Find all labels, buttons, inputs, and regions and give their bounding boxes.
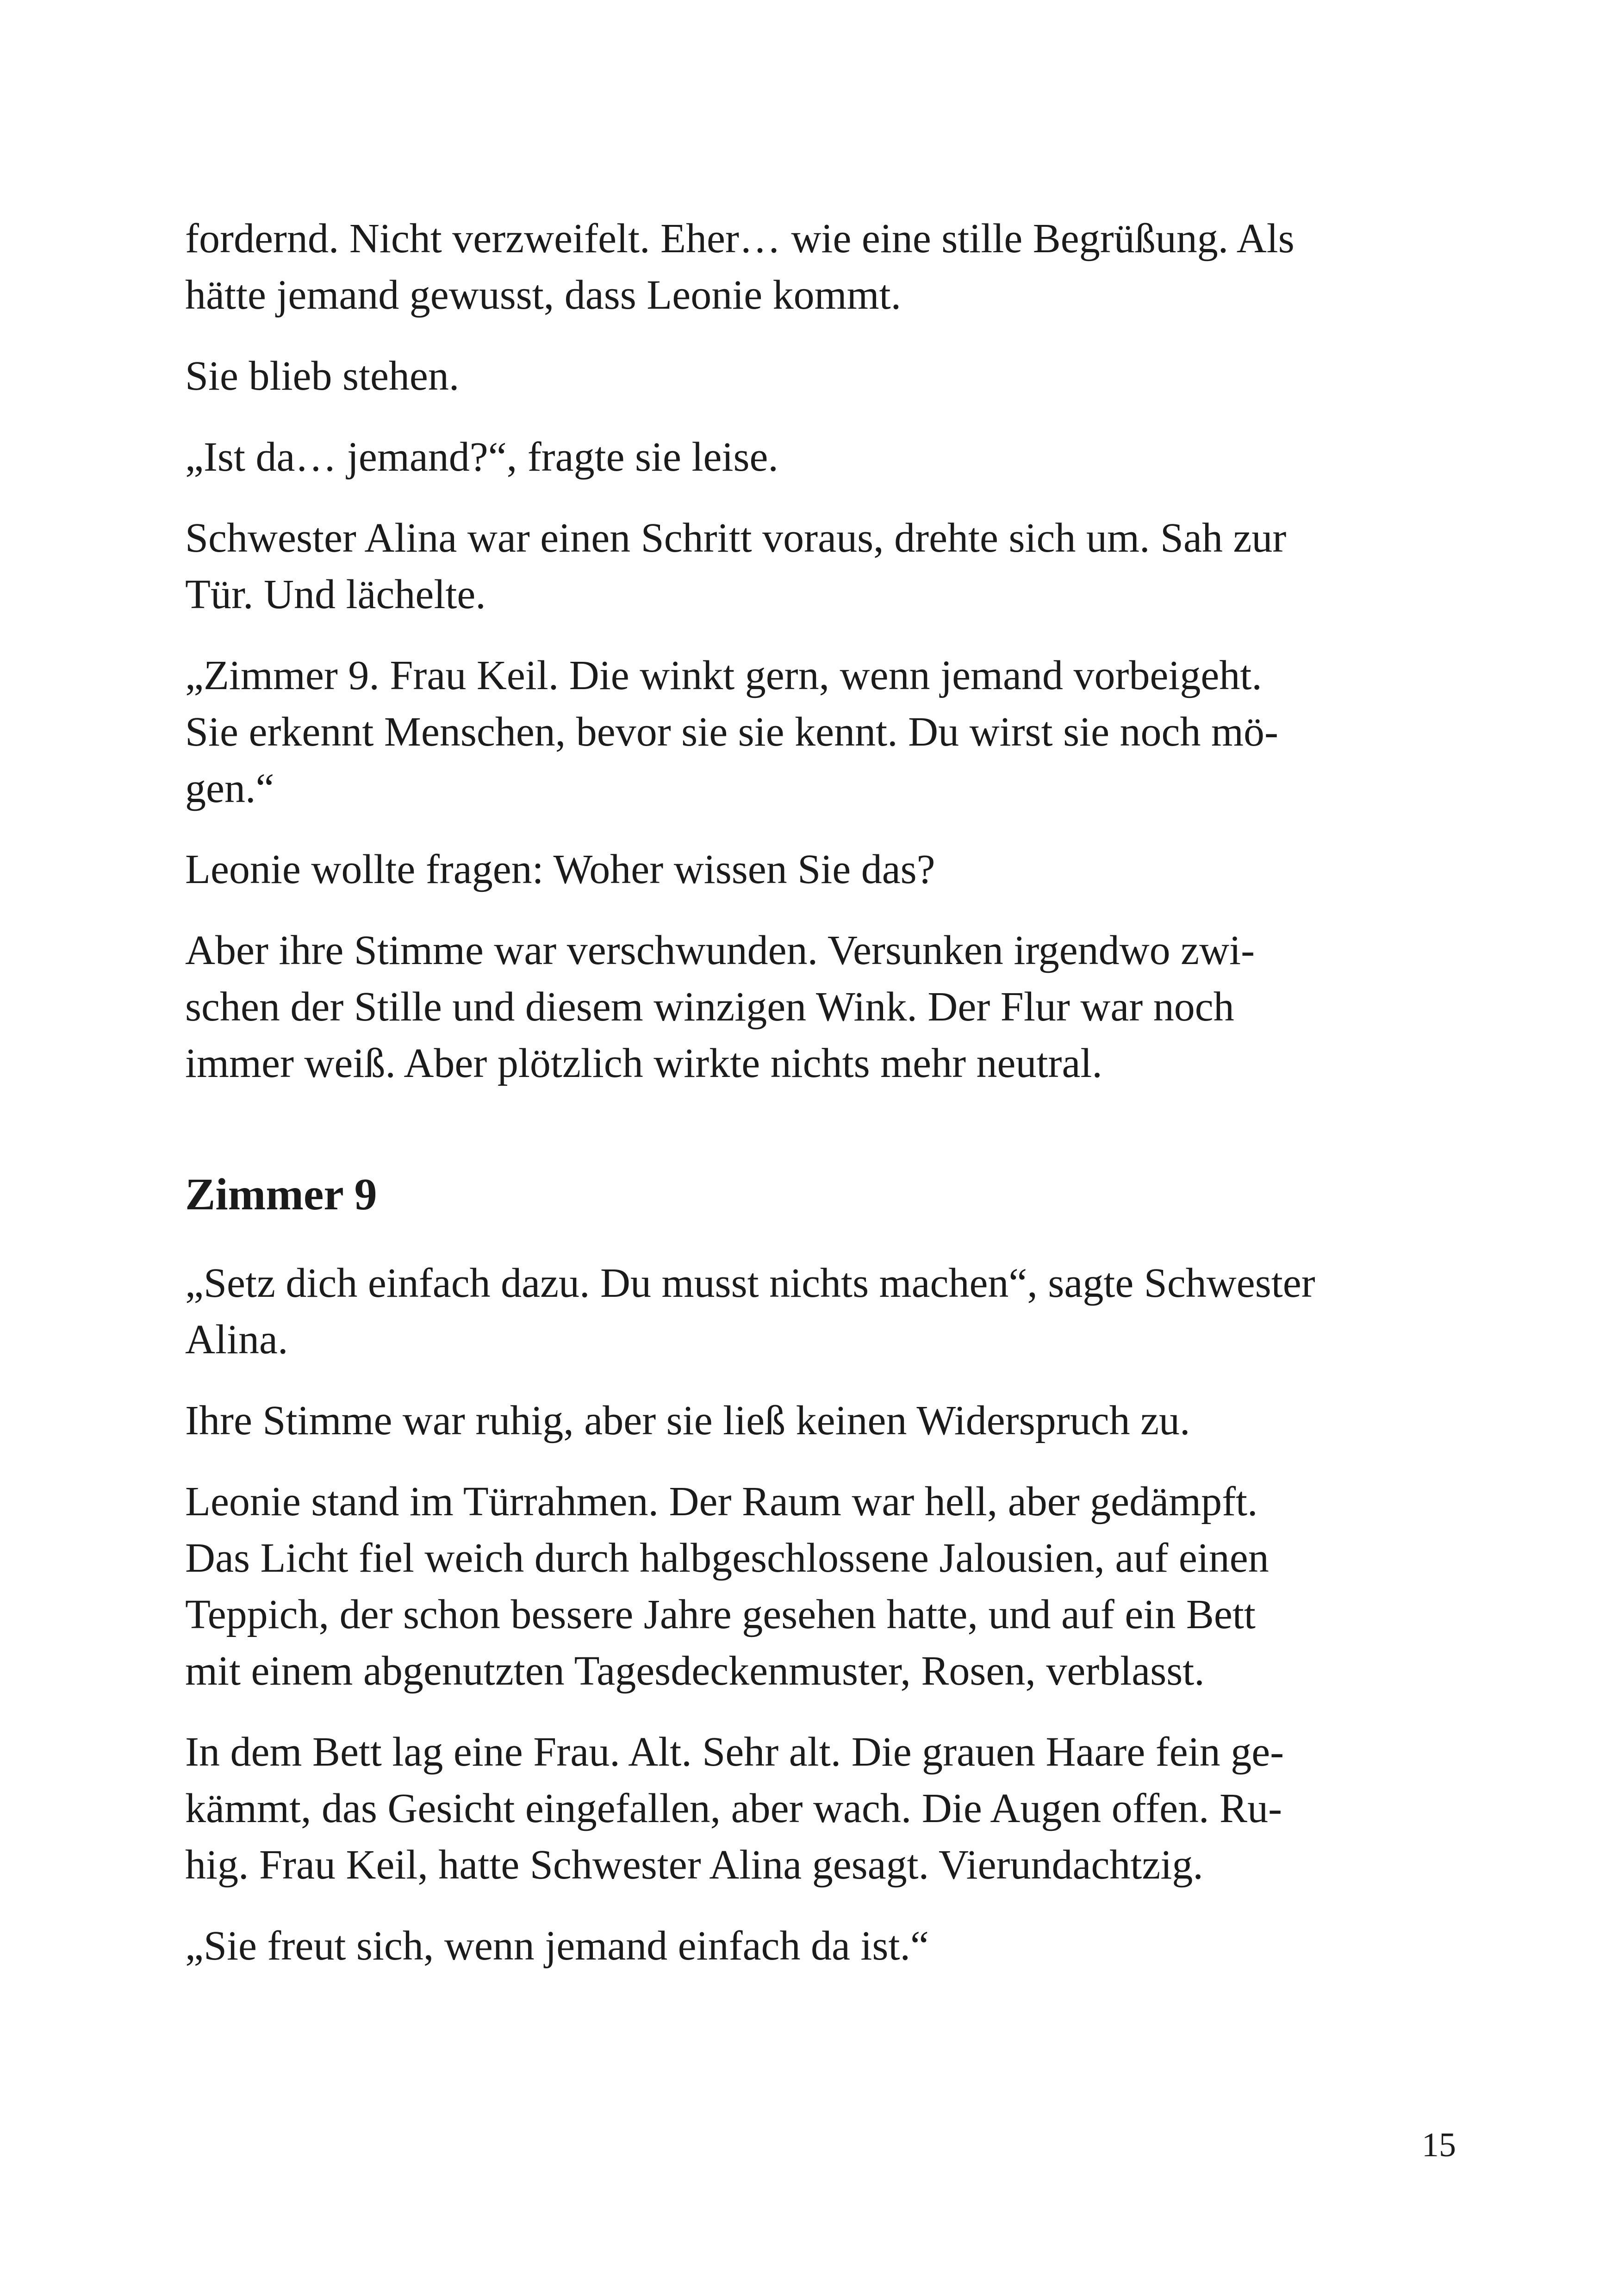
paragraph (185, 1255, 1472, 1368)
text-line: fordernd. Nicht verzweifelt. Eher… wie eine stille Begrüßung. Als (185, 216, 1294, 261)
paragraph (185, 647, 1472, 817)
paragraph (185, 1724, 1472, 1893)
text-line: Leonie stand im Türrahmen. Der Raum war hell, aber gedämpft. (185, 1479, 1258, 1524)
text-line: „Zimmer 9. Frau Keil. Die winkt gern, wenn jemand vorbeigeht. (185, 653, 1262, 698)
text-line: hätte jemand gewusst, dass Leonie kommt. (185, 272, 902, 318)
paragraph (185, 429, 1472, 485)
text-line: Alina. (185, 1317, 288, 1363)
text-line: kämmt, das Gesicht eingefallen, aber wach. Die Augen offen. Ru- (185, 1786, 1282, 1831)
text-line: hig. Frau Keil, hatte Schwester Alina gesagt. Vierundachtzig. (185, 1842, 1203, 1888)
section-heading: Zimmer 9 (185, 1170, 377, 1220)
text-line: Das Licht fiel weich durch halbgeschlossene Jalousien, auf einen (185, 1535, 1269, 1581)
paragraph (185, 1918, 1472, 1974)
paragraph (185, 348, 1472, 404)
text-line: Ihre Stimme war ruhig, aber sie ließ keinen Widerspruch zu. (185, 1398, 1190, 1444)
text-line: „Ist da… jemand?“, fragte sie leise. (185, 434, 778, 480)
paragraph (185, 1393, 1472, 1449)
text-line: schen der Stille und diesem winzigen Wink. Der Flur war noch (185, 984, 1234, 1030)
paragraph (185, 1474, 1472, 1699)
page-number: 15 (1422, 2126, 1456, 2164)
paragraph (185, 841, 1472, 898)
text-line: Schwester Alina war einen Schritt voraus, drehte sich um. Sah zur (185, 515, 1287, 561)
text-line: Leonie wollte fragen: Woher wissen Sie das? (185, 846, 935, 892)
text-line: Sie erkennt Menschen, bevor sie sie kennt. Du wirst sie noch mö- (185, 709, 1278, 755)
text-line: immer weiß. Aber plötzlich wirkte nichts mehr neutral. (185, 1040, 1102, 1086)
paragraph (185, 510, 1472, 623)
text-line: „Sie freut sich, wenn jemand einfach da ist.“ (185, 1923, 929, 1969)
text-line: gen.“ (185, 765, 274, 811)
text-line: „Setz dich einfach dazu. Du musst nichts machen“, sagte Schwester (185, 1260, 1315, 1306)
text-line: Tür. Und lächelte. (185, 572, 486, 617)
text-line: Sie blieb stehen. (185, 353, 460, 399)
paragraph (185, 211, 1472, 324)
paragraph (185, 922, 1472, 1092)
text-line: Teppich, der schon bessere Jahre gesehen hatte, und auf ein Bett (185, 1592, 1256, 1637)
text-line: mit einem abgenutzten Tagesdeckenmuster, Rosen, verblasst. (185, 1648, 1205, 1694)
text-line: In dem Bett lag eine Frau. Alt. Sehr alt. Die grauen Haare fein ge- (185, 1729, 1284, 1775)
text-line: Aber ihre Stimme war verschwunden. Versunken irgendwo zwi- (185, 927, 1255, 973)
